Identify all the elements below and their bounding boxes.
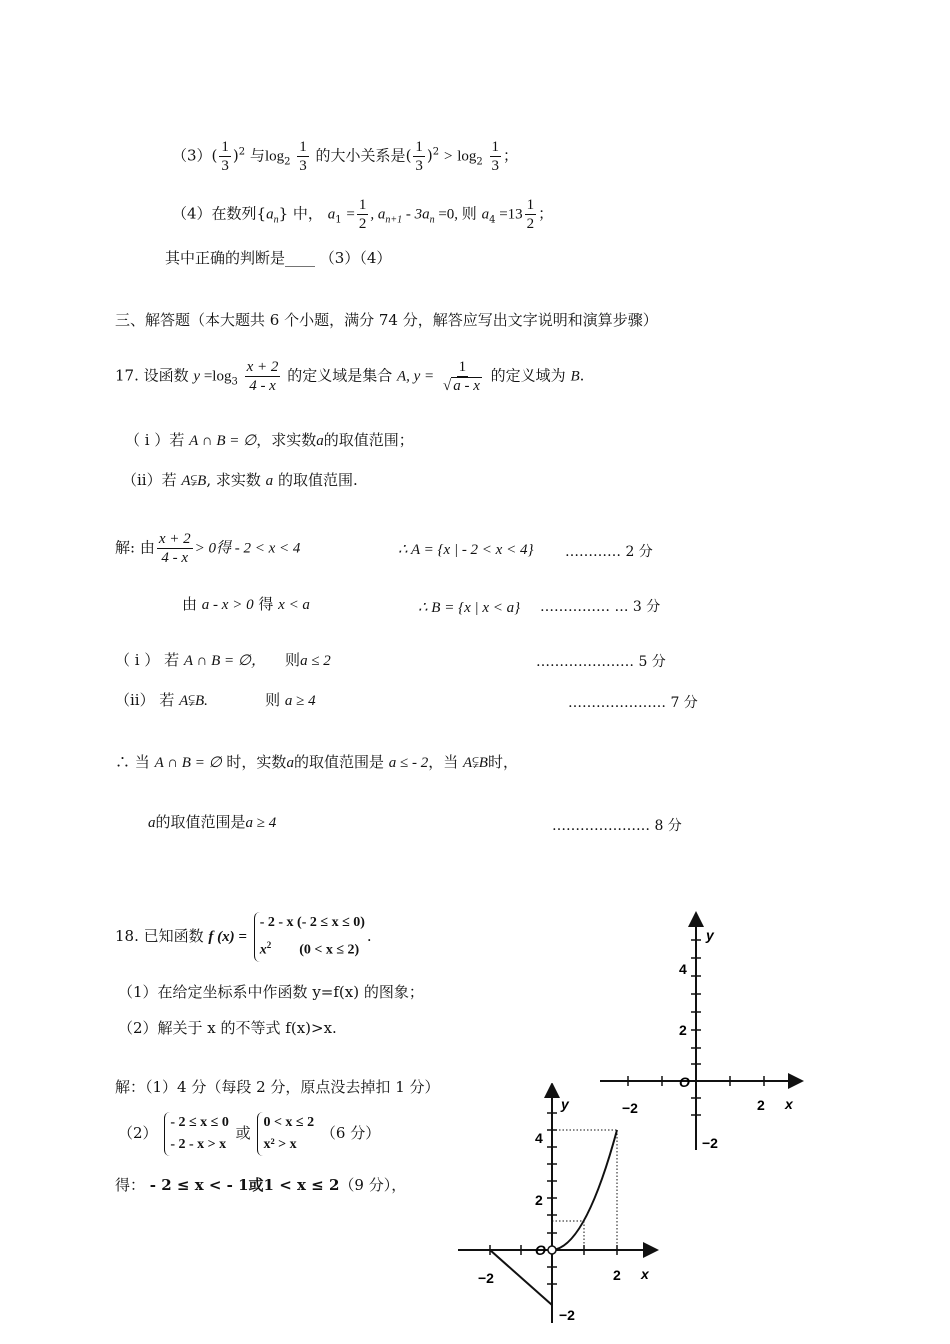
tick-4: 4 (679, 961, 687, 977)
score-7: ………………… 7 分 (568, 695, 698, 711)
solution-17-step-4: （ii） 若 A⫋B. 则 a ≥ 4 (115, 691, 316, 709)
solution-17-set-a: ∴ A = {x | - 2 < x < 4} (398, 542, 534, 558)
score-2: ………… 2 分 (565, 544, 653, 560)
solution-17-final: a的取值范围是a ≥ 4 (148, 813, 277, 831)
fraction: $\frac{1}{2}$ (358, 197, 367, 232)
origin-label: O (679, 1074, 690, 1090)
x-label: x (641, 1266, 649, 1282)
score-3: …………… … 3 分 (540, 599, 661, 615)
solution-17-conclusion: ∴ 当 A ∩ B = ∅ 时，实数a的取值范围是 a ≤ - 2，当 A⫋B时， (115, 753, 518, 771)
score-8: ………………… 8 分 (552, 818, 682, 834)
statement-4: （4）在数列$\{a_n\}$ 中， $a_1$ = $\frac{1}{2}$ , $a_{n+1} - 3a_n =0$, 则 $a_4 =13$ $\frac{1}{2}$ ； (172, 197, 554, 232)
answer: （3）（4） (319, 249, 392, 267)
function-graph (455, 1083, 670, 1333)
score-5: ………………… 5 分 (536, 654, 666, 670)
tick-2: 2 (535, 1192, 543, 1208)
answer-line: 其中正确的判断是____ （3）（4） (165, 249, 392, 267)
tick-2-x: 2 (613, 1267, 621, 1283)
solution-17-step-2: 由 a - x > 0 得 x < a (182, 595, 310, 613)
y-label: y (561, 1096, 569, 1112)
solution-17-step-1: 解: 由 $\frac{x + 2}{4 - x}$ > 0得 - 2 < x < 4 (115, 531, 301, 566)
fraction: $\frac{1}{3}$ (221, 139, 229, 174)
question-18-stem: 18. 已知函数 f (x) = - 2 - x (- 2 ≤ x ≤ 0) $x^2$ (0 < x ≤ 2) . (115, 912, 372, 962)
solution-18-result: 得： - 2 ≤ x < - 1或1 < x ≤ 2（9 分）， (115, 1176, 407, 1194)
statement-3: （3）( $\frac{1}{3}$ )$^2$ 与$\log_2$ $\frac{1}{3}$ 的大小关系是( $\frac{1}{3}$ )$^2 > \log_2$ $\frac{1}{3}$ ； (172, 139, 519, 174)
y-label: y (706, 927, 714, 943)
origin-open-point (548, 1246, 556, 1254)
fraction: $\frac{x + 2}{4 - x}$ (246, 359, 279, 394)
fraction: $\frac{x + 2}{4 - x}$ (158, 531, 191, 566)
tick-neg2-x: −2 (478, 1270, 494, 1286)
question-17-part-i: （ i ）若 A ∩ B = ∅，求实数a的取值范围； (125, 431, 414, 449)
question-17-part-ii: （ii）若 A⫋B, 求实数 a 的取值范围. (122, 471, 358, 489)
question-18-part-2: （2）解关于 x 的不等式 f(x)>x. (118, 1019, 337, 1037)
tick-2: 2 (679, 1022, 687, 1038)
tick-2-x: 2 (757, 1097, 765, 1113)
question-17-stem: 17. 设函数 $y =\log_3$ $\frac{x + 2}{4 - x}$ 的定义域是集合 A, y = $\frac{1}{√ a - x}$ 的定义域为 B. (115, 359, 585, 394)
origin-label: O (535, 1242, 546, 1258)
section-title: 三、解答题（本大题共 6 个小题，满分 74 分，解答应写出文字说明和演算步骤） (115, 311, 658, 329)
piecewise-brace: - 2 - x (- 2 ≤ x ≤ 0) $x^2$ (0 < x ≤ 2) (254, 912, 365, 962)
solution-18-part-2: （2） - 2 ≤ x ≤ 0 - 2 - x > x 或 0 < x ≤ 2 x² > x （6 分） (118, 1112, 380, 1156)
tick-neg2-x: −2 (622, 1100, 638, 1116)
guide-lines (552, 1130, 617, 1250)
tick-neg2-y: −2 (702, 1135, 718, 1151)
statement-3-label: （3） (172, 146, 212, 165)
x-label: x (785, 1096, 793, 1112)
tick-neg2-y: −2 (559, 1307, 575, 1323)
solution-17-step-3: （ i ） 若 A ∩ B = ∅， 则a ≤ 2 (115, 651, 331, 669)
segment-linear (490, 1250, 552, 1305)
solution-18-part-1: 解：（1）4 分（每段 2 分，原点没去掉扣 1 分） (115, 1078, 440, 1096)
tick-4: 4 (535, 1130, 543, 1146)
solution-17-set-b: ∴ B = {x | x < a} (418, 600, 521, 616)
question-18-part-1: （1）在给定坐标系中作函数 y=f(x) 的图象； (118, 983, 424, 1001)
